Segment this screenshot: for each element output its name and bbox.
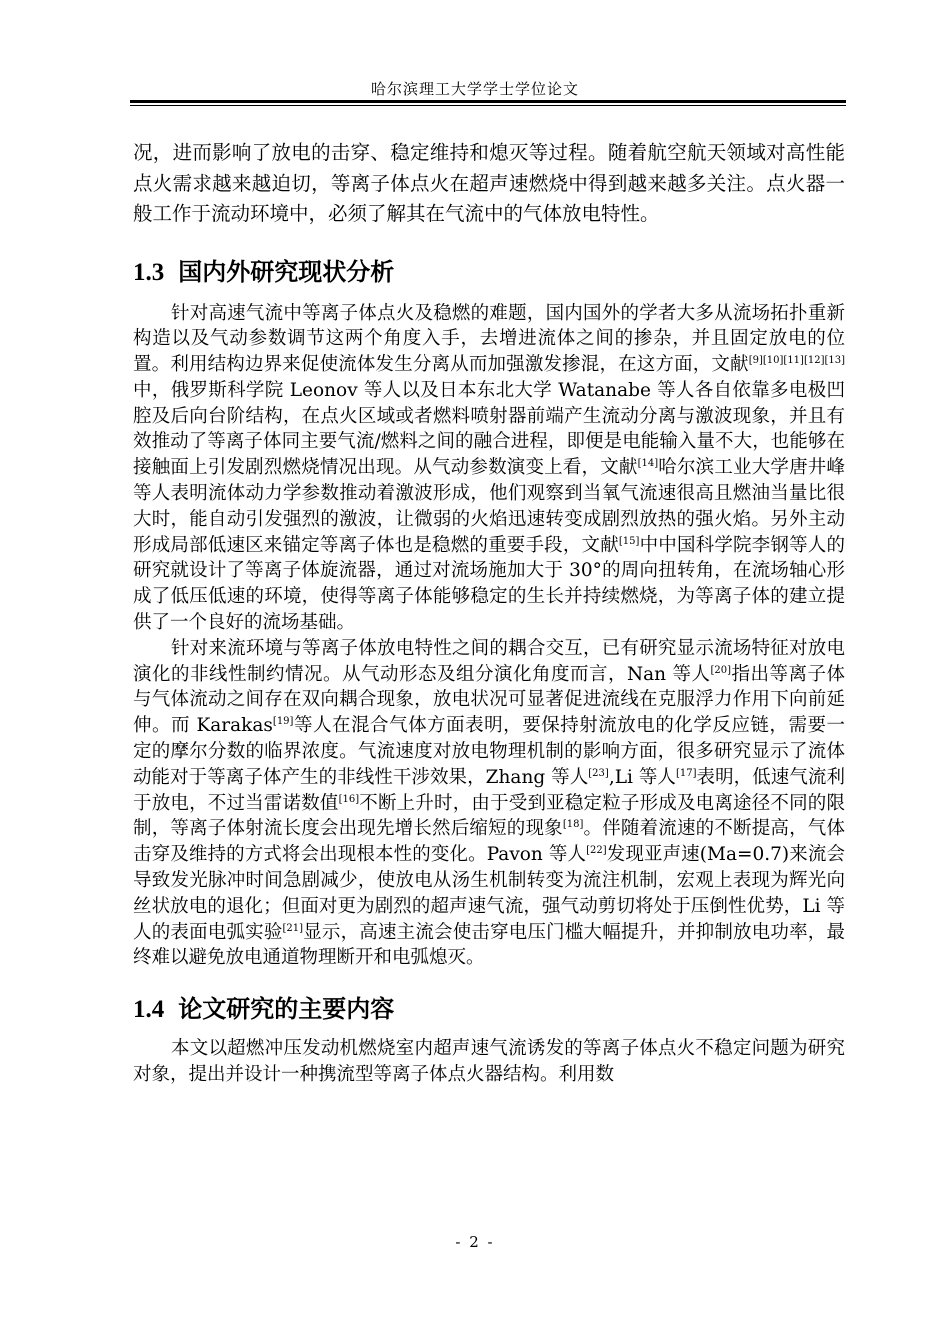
page-number: - 2 - (455, 1233, 495, 1251)
citation: [20] (710, 664, 731, 676)
section-title: 国内外研究现状分析 (178, 257, 395, 286)
citation: [16] (338, 793, 360, 805)
para-text: 显示，高速主流会使击穿电压门槛大幅提升，并抑制放电功率，最终难以避免放电通道物理断开和电弧熄灭。 (133, 921, 845, 969)
para-text: 指出等离子体与气体流动之间存在双向耦合现象，放电状况可显著促进流线在克服浮力作用下向前延伸。而 Karakas (133, 663, 845, 737)
para-text: 中中国科学院李钢等人的研究就设计了等离子体旋流器，通过对流场施加大于 30°的周向扭转角，在流场轴心形成了低压低速的环境，使得等离子体能够稳定的生长并持续燃烧，为等离子体的建立提供了一个良好的流场基础。 (133, 534, 845, 634)
citation: [19] (272, 716, 294, 728)
running-header: 哈尔滨理工大学学士学位论文 (370, 80, 579, 98)
citation: [22] (586, 845, 607, 857)
para-text: 。伴随着流速的不断提高，气体击穿及维持的方式将会出现根本性的变化。Pavon 等人 (133, 818, 845, 866)
paragraph-1-3-b (133, 636, 845, 971)
page-body (133, 138, 845, 1088)
para-text: 表明，低速气流利于放电，不过当雷诺数值 (133, 766, 845, 814)
section-heading-1-4 (133, 989, 845, 1024)
citation: [17] (675, 767, 697, 779)
paragraph-1-3-a (133, 301, 845, 636)
para-text: 发现亚声速(Ma=0.7)来流会导致发光脉冲时间急剧减少，使放电从汤生机制转变为流注机制，宏观上表现为辉光向丝状放电的退化；但面对更为剧烈的超声速气流，强气动剪切将处于压倒性优势，Li 等人的表面电弧实验 (133, 844, 845, 943)
citation: [14] (637, 458, 659, 470)
intro-paragraph: 况，进而影响了放电的击穿、稳定维持和熄灭等过程。随着航空航天领域对高性能点火需求越来越迫切，等离子体点火在超声速燃烧中得到越来越多关注。点火器一般工作于流动环境中，必须了解其在气流中的气体放电特性。 (133, 141, 845, 225)
para-text: 针对高速气流中等离子体点火及稳燃的难题，国内国外的学者大多从流场拓扑重新构造以及气动参数调节这两个角度入手，去增进流体之间的掺杂，并且固定放电的位置。利用结构边界来促使流体发生分离从而加强激发掺混，在这方面，文献 (133, 302, 845, 376)
para-text: 哈尔滨工业大学唐井峰等人表明流体动力学参数推动着激波形成，他们观察到当氧气流速很高且燃油当量比很大时，能自动引发强烈的激波，让微弱的火焰迅速转变成剧烈放热的强火焰。另外主动形成局部低速区来锚定等离子体也是稳燃的重要手段，文献 (133, 457, 845, 556)
section-number: 1.4 (133, 996, 165, 1024)
para-text: ,Li 等人 (608, 766, 676, 788)
header-rule-thin (130, 105, 846, 106)
citation: [15] (618, 535, 640, 547)
para-text: 针对来流环境与等离子体放电特性之间的耦合交互，已有研究显示流场特征对放电演化的非线性制约情况。从气动形态及组分演化角度而言，Nan 等人 (133, 637, 845, 685)
header-rule-thick (130, 100, 846, 103)
citation: [23] (588, 767, 609, 779)
para-text: 不断上升时，由于受到亚稳定粒子形成及电离途径不同的限制，等离子体射流长度会出现先增长然后缩短的现象 (133, 792, 845, 840)
section-title: 论文研究的主要内容 (178, 995, 395, 1024)
citation: [18] (562, 819, 584, 831)
citation: [9][10][11][12][13] (748, 354, 845, 366)
para-text: 等人在混合气体方面表明，要保持射流放电的化学反应链，需要一定的摩尔分数的临界浓度。气流速度对放电物理机制的影响方面，很多研究显示了流体动能对于等离子体产生的非线性干涉效果，Zhang 等人 (133, 715, 845, 788)
citation: [21] (282, 922, 304, 934)
para-text: 中，俄罗斯科学院 Leonov 等人以及日本东北大学 Watanabe 等人各自依靠多电极凹腔及后向台阶结构，在点火区域或者燃料喷射器前端产生流动分离与激波现象，并且有效推动了等离子体同主要气流/燃料之间的融合进程，即便是电能输入量不大，也能够在接触面上引发剧烈燃烧情况出现。从气动参数演变上看，文献 (133, 379, 845, 479)
paragraph-1-4-a: 本文以超燃冲压发动机燃烧室内超声速气流诱发的等离子体点火不稳定问题为研究对象，提出并设计一种携流型等离子体点火器结构。利用数 (133, 1038, 845, 1086)
section-heading-1-3 (133, 252, 845, 287)
section-number: 1.3 (133, 258, 165, 286)
